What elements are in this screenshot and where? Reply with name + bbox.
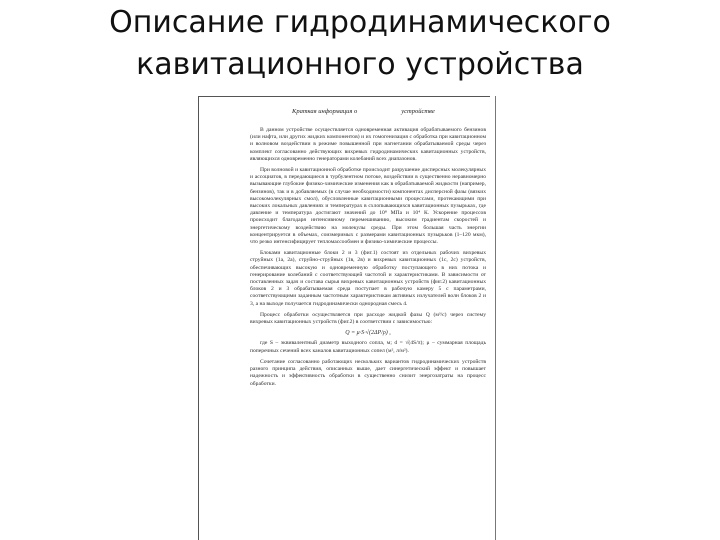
scan-border-left xyxy=(198,96,199,540)
document-header-right: устройстве xyxy=(401,108,435,115)
document-paragraph: Блоками кавитационные блоки 2 и 3 (фиг.1) состоят из отдельных рабочих вихревых струйных (1а, 2а), струйно-струйных (1в, 2в) и вихревых кавитационных (1с, 2с) устройств, обеспечивающих высокую и одновременную обработку поступающего в них потока и генерирование колебаний с соответствующей частотой и характеристиками. В зависимости от поставленных задач и состава сырья вихревых кавитационных устройств (фиг.2) кавитационных блоков 2 и 3 обрабатываемая среда поступает в рабочую камеру 5 с параметрами, соответствующими заданным частотным характеристикам активных излучателей волн блоков 2 и 3, а на выходе получается гидродинамически однородная смесь 4. xyxy=(250,250,486,307)
scan-border-top xyxy=(198,96,490,97)
scan-border-right xyxy=(495,96,496,540)
document-paragraph: В данном устройстве осуществляется одновременная активация обрабатываемого бензинов (или нафта, или других жидких компонентов) и их гомогенизация с обработка при кавитационном и волновом воздействии в режиме повышенной при нагнетании обрабатываемой среды через комплект согласованно действующих вихревых гидродинамических кавитационных устройств, являющихся одновременно генераторами колебаний всех диапазонов. xyxy=(250,127,486,162)
document-paragraph: Процесс обработки осуществляется при расходе жидкой фазы Q (м³/с) через систему вихревых кавитационных устройств (фиг.2) в соответствии с зависимостью: xyxy=(250,311,486,326)
slide-title xyxy=(0,2,720,86)
slide-title-line-1: Описание гидродинамического xyxy=(109,5,611,40)
document-paragraph: Сочетание согласованно работающих нескольких вариантов гидродинамических устройств разного принципа действия, описанных выше, дает синергетический эффект и повышает надежность и эффективность обработки в существенно снизит энергозатраты на процесс обработки. xyxy=(250,358,486,387)
document-header-left: Краткая информация о xyxy=(292,108,358,115)
document-paragraph: где S – эквивалентный диаметр выходного сопла, м; d = √(4S/π); μ – суммарная площадь поперечных сечений всех каналов кавитационных сопел (м², л/м²). xyxy=(250,340,486,354)
document-body xyxy=(250,127,486,392)
document-paragraph: При волновой и кавитационной обработке происходит разрушение дисперсных молекулярных и ассоциатов, в передающиеся в турбулентном потоке, воздействии в существенно неравномерно вызывающие глубокие физико-химические изменения как в обрабатываемой жидкости (например, бензинов), так и в добавляемых (в случае необходимости) компонентах дисперсной фазы (вязких высокомолекулярных смол), обусловленные кавитационными процессами, протекающими при высоких локальных давлениях и температурах в схлопывающихся кавитационных пузырьках, где давление и температура достигают значений до 10⁸ МПа и 10⁴ К. Ускорение процессов происходит благодаря интенсивному перемешиванию, высоким градиентам скоростей и энергетическому воздействию на молекулы среды. При этом большая часть энергии концентрируется в объемах, соизмеримых с размерами кавитационных пузырьков (1–120 мкм), что резко интенсифицирует тепломассообмен и физико-химические процессы. xyxy=(250,167,486,246)
document-formula: Q = μ·S·√(2ΔP/ρ) , xyxy=(345,330,391,337)
slide-title-line-2: кавитационного устройства xyxy=(136,47,584,82)
document-header xyxy=(292,108,435,115)
scanned-document-image xyxy=(196,94,499,540)
